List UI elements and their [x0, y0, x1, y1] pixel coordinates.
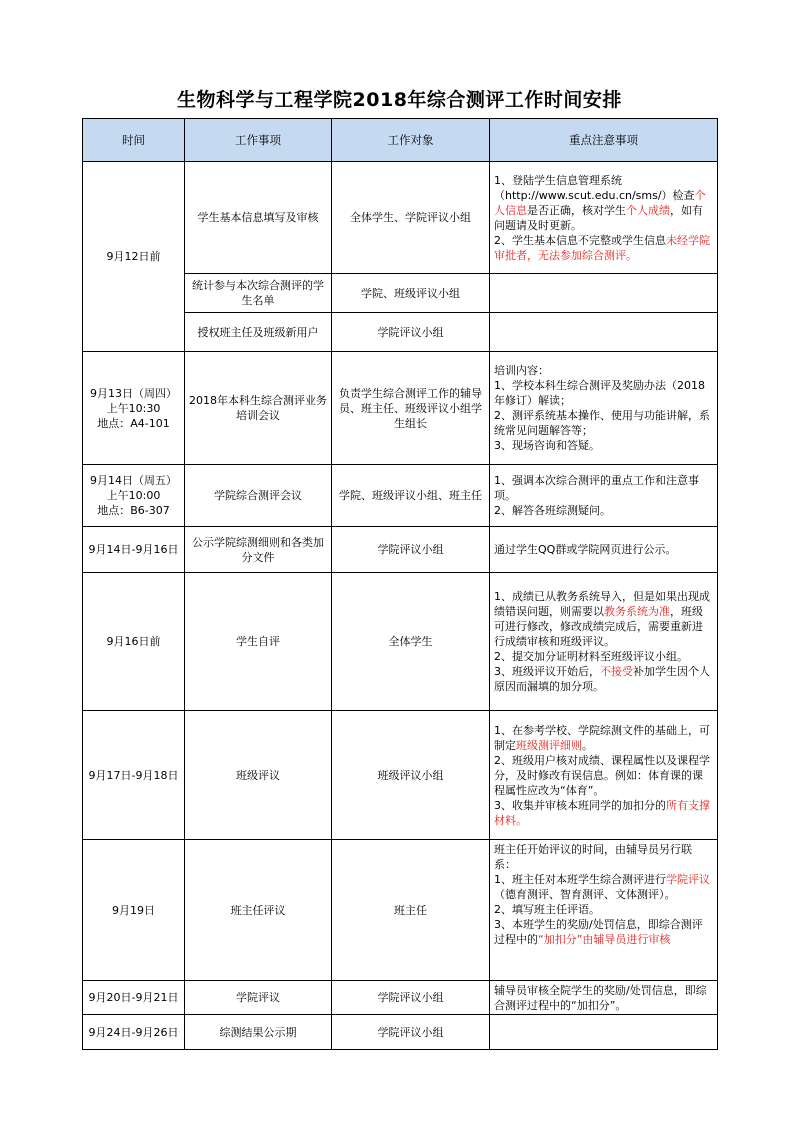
note-text: 2、学生基本信息不完整或学生信息	[494, 233, 666, 247]
highlight-text: 教务系统为准	[604, 605, 670, 618]
note-paragraph	[494, 664, 713, 694]
note-text: 补加学生因个人原因而漏填的加分项。	[494, 665, 710, 693]
note-paragraph	[494, 173, 713, 233]
date-line: 地点：A4-101	[97, 416, 170, 430]
notes-cell	[490, 352, 718, 465]
note-paragraph	[494, 378, 713, 408]
highlight-text: 个人信息	[494, 188, 706, 217]
note-text: 1、强调本次综合测评的重点工作和注意事项。	[494, 474, 699, 502]
note-paragraph	[494, 233, 713, 263]
note-text: 培训内容：	[494, 364, 549, 377]
header-row	[83, 119, 718, 162]
date-line: 9月19日	[112, 903, 155, 917]
highlight-text: 个人成绩	[626, 203, 670, 217]
note-text: 2、解答各班综测疑问。	[494, 504, 611, 517]
highlight-text: 所有支撑材料。	[494, 798, 710, 827]
target-cell: 班级评议小组	[332, 711, 490, 840]
highlight-text: 学院评议	[666, 873, 710, 886]
highlight-text: 班级测评细则	[516, 738, 582, 752]
notes-cell	[490, 840, 718, 981]
notes-cell	[490, 1015, 718, 1050]
table-row	[83, 1015, 718, 1050]
note-text: 通过学生QQ群或学院网页进行公示。	[494, 543, 677, 556]
date-line: 上午10:30	[106, 401, 161, 415]
date-cell	[83, 352, 185, 465]
note-paragraph	[494, 363, 713, 378]
note-paragraph	[494, 842, 713, 872]
note-text: 1、班主任对本班学生综合测评进行	[494, 873, 666, 886]
target-cell: 班主任	[332, 840, 490, 981]
date-line: 地点：B6-307	[97, 504, 170, 517]
note-text: 2、填写班主任评语。	[494, 903, 600, 916]
note-text: 班主任开始评议的时间，由辅导员另行联系：	[494, 843, 692, 871]
note-text: 。	[582, 738, 593, 752]
date-line: 9月14日（周五）	[90, 474, 177, 487]
task-cell: 统计参与本次综合测评的学生名单	[185, 274, 332, 313]
task-cell: 班主任评议	[185, 840, 332, 981]
table-row	[83, 527, 718, 573]
note-text: 3、班级评议开始后，	[494, 665, 600, 678]
highlight-text: “加扣分”由辅导员进行审核	[538, 933, 671, 946]
note-text: 3、收集并审核本班同学的加扣分的	[494, 798, 666, 812]
note-text: 3、现场咨询和答疑。	[494, 439, 600, 452]
note-paragraph	[494, 408, 713, 438]
header-time: 时间	[83, 119, 185, 162]
date-line: 9月20日-9月21日	[88, 991, 179, 1004]
task-cell: 学院综合测评会议	[185, 465, 332, 527]
notes-cell	[490, 573, 718, 711]
note-paragraph	[494, 902, 713, 917]
header-target: 工作对象	[332, 119, 490, 162]
target-cell: 学院、班级评议小组、班主任	[332, 465, 490, 527]
note-text: 1、学校本科生综合测评及奖励办法（2018年修订）解读；	[494, 379, 705, 407]
table-row	[83, 352, 718, 465]
note-text: 2、测评系统基本操作、使用与功能讲解，系统常见问题解答等；	[494, 409, 710, 437]
notes-cell	[490, 465, 718, 527]
note-text: 2、班级用户核对成绩、课程属性以及课程学分，及时修改有误信息。例如：体育课的课程属性应改为“体育”。	[494, 753, 710, 797]
note-text: （德育测评、智育测评、文体测评）。	[494, 888, 676, 901]
table-row	[83, 981, 718, 1015]
date-line: 9月24日-9月26日	[88, 1025, 179, 1039]
note-paragraph	[494, 798, 713, 828]
header-task: 工作事项	[185, 119, 332, 162]
task-cell: 公示学院综测细则和各类加分文件	[185, 527, 332, 573]
target-cell: 全体学生、学院评议小组	[332, 162, 490, 274]
note-paragraph	[494, 503, 713, 518]
target-cell: 学院评议小组	[332, 313, 490, 352]
date-line: 9月14日-9月16日	[88, 543, 179, 556]
notes-cell	[490, 527, 718, 573]
date-cell	[83, 527, 185, 573]
date-cell	[83, 1015, 185, 1050]
page-title: 生物科学与工程学院2018年综合测评工作时间安排	[177, 89, 622, 111]
note-text: 1、成绩已从教务系统导入，但是如果出现成绩错误问题，则需要以	[494, 590, 710, 618]
date-cell	[83, 465, 185, 527]
table-row	[83, 162, 718, 274]
task-cell: 授权班主任及班级新用户	[185, 313, 332, 352]
target-cell: 学院评议小组	[332, 1015, 490, 1050]
notes-cell	[490, 981, 718, 1015]
notes-cell	[490, 274, 718, 313]
schedule-table	[82, 118, 718, 1050]
note-paragraph	[494, 649, 713, 664]
note-paragraph	[494, 723, 713, 753]
target-cell: 学院评议小组	[332, 527, 490, 573]
date-cell	[83, 981, 185, 1015]
note-text: 辅导员审核全院学生的奖励/处罚信息，即综合测评过程中的“加扣分”。	[494, 983, 707, 1012]
note-text: ，班级可进行修改，修改成绩完成后，需要重新进行成绩审核和班级评议。	[494, 605, 703, 648]
note-paragraph	[494, 438, 713, 453]
task-cell: 学生自评	[185, 573, 332, 711]
task-cell: 2018年本科生综合测评业务培训会议	[185, 352, 332, 465]
table-row	[83, 465, 718, 527]
date-line: 上午10:00	[106, 489, 161, 502]
note-text: 2、提交加分证明材料至班级评议小组。	[494, 650, 688, 663]
table-row	[83, 711, 718, 840]
note-text: 是否正确，核对学生	[527, 203, 626, 217]
task-cell: 学院评议	[185, 981, 332, 1015]
notes-cell	[490, 313, 718, 352]
date-line: 9月12日前	[106, 250, 161, 263]
header-notes: 重点注意事项	[490, 119, 718, 162]
notes-cell	[490, 711, 718, 840]
note-paragraph	[494, 473, 713, 503]
note-paragraph	[494, 917, 713, 947]
target-cell: 学院、班级评议小组	[332, 274, 490, 313]
note-paragraph	[494, 542, 713, 557]
date-line: 9月16日前	[106, 635, 161, 648]
highlight-text: 不接受	[600, 665, 633, 678]
date-cell	[83, 573, 185, 711]
date-line: 9月13日（周四）	[90, 386, 177, 400]
note-text: ，如有问题请及时更新。	[494, 203, 703, 232]
date-cell	[83, 840, 185, 981]
note-text: 3、本班学生的奖励/处罚信息，即综合测评过程中的	[494, 918, 703, 946]
target-cell: 负责学生综合测评工作的辅导员、班主任、班级评议小组学生组长	[332, 352, 490, 465]
task-cell: 综测结果公示期	[185, 1015, 332, 1050]
date-cell	[83, 162, 185, 352]
target-cell: 全体学生	[332, 573, 490, 711]
date-cell	[83, 711, 185, 840]
note-text: 1、在参考学校、学院综测文件的基础上，可制定	[494, 723, 710, 752]
notes-cell	[490, 162, 718, 274]
note-paragraph	[494, 983, 713, 1013]
date-line: 9月17日-9月18日	[88, 768, 179, 782]
task-cell: 班级评议	[185, 711, 332, 840]
highlight-text: 未经学院审批者，无法参加综合测评。	[494, 233, 710, 262]
table-row	[83, 840, 718, 981]
task-cell: 学生基本信息填写及审核	[185, 162, 332, 274]
table-row	[83, 573, 718, 711]
note-paragraph	[494, 872, 713, 902]
note-paragraph	[494, 589, 713, 649]
note-paragraph	[494, 753, 713, 798]
target-cell: 学院评议小组	[332, 981, 490, 1015]
note-text: 1、登陆学生信息管理系统（http://www.scut.edu.cn/sms/）检查	[494, 173, 695, 202]
